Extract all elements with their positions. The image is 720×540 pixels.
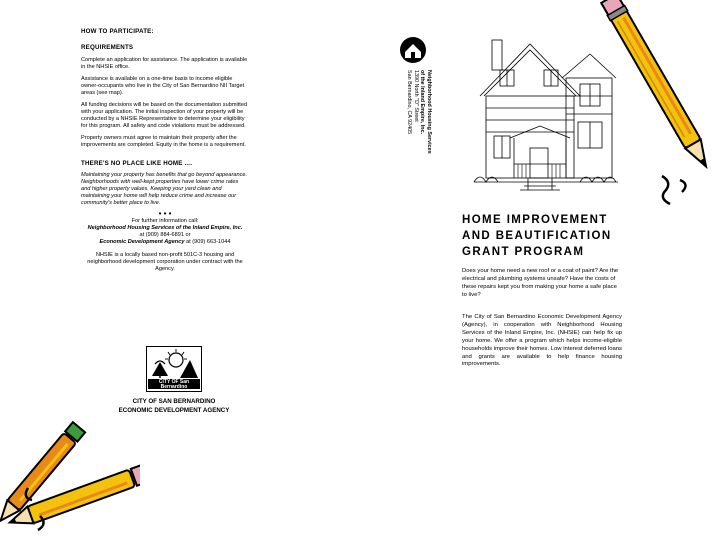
address-line-4: San Bernardino, CA 92405 bbox=[406, 70, 413, 135]
city-name: CITY OF SAN BERNARDINO bbox=[132, 398, 216, 405]
agency-name: ECONOMIC DEVELOPMENT AGENCY bbox=[118, 407, 230, 414]
requirements-paragraph-3: All funding decisions will be based on the documentation submitted with your application. The initial inspection of your property will be conducted by a NHSIE Representative to determine your eligibility for this program. All safety and code violations must be addressed. bbox=[81, 102, 248, 129]
how-to-participate-heading: HOW TO PARTICIPATE: bbox=[81, 28, 154, 35]
contact-phone-1: at (909) 884-6891 or bbox=[139, 232, 191, 238]
house-illustration bbox=[470, 26, 620, 198]
address-line-1: Neighborhood Housing Services bbox=[426, 70, 432, 154]
city-logo-caption: CITY OF San Bernardino bbox=[158, 379, 190, 390]
no-place-like-home-text: Maintaining your property has benefits that go beyond appearance. Neighborhoods with well-kept properties have lower crime rates and higher property values. Keeping your yard clean and maintaining your home will help reduce crime and increase our community's better place to live. bbox=[81, 172, 248, 206]
requirements-paragraph-2: Assistance is available on a one-time basis to income eligible owner-occupants who live in the City of San Bernardino NII Target areas (see map). bbox=[81, 76, 245, 96]
pencils-bottom-left-icon bbox=[0, 420, 140, 540]
contact-intro: For further information call: bbox=[131, 218, 199, 224]
address-line-2: of the Inland Empire, Inc. bbox=[419, 70, 426, 135]
pencil-top-right-icon bbox=[600, 0, 720, 220]
nonprofit-text: NHSIE is a locally based non-profit 501C-3 housing and neighborhood development corporation under contract with the Agency. bbox=[87, 252, 243, 272]
no-place-like-home-heading: THERE'S NO PLACE LIKE HOME .... bbox=[81, 160, 193, 167]
nhs-logo bbox=[399, 36, 427, 64]
contact-agency-line bbox=[81, 239, 249, 246]
contact-org: Neighborhood Housing Services of the Inland Empire, Inc. bbox=[87, 225, 243, 231]
title-line-2: AND BEAUTIFICATION bbox=[462, 230, 612, 242]
intro-question: Does your home need a new roof or a coat of paint? Are the electrical and plumbing systems unsafe? Have the costs of these repairs kept you from making your home a safe place to live? bbox=[462, 268, 619, 298]
left-panel bbox=[81, 28, 249, 273]
contact-phone-2: at (909) 663-1044 bbox=[186, 239, 231, 245]
requirements-heading: REQUIREMENTS bbox=[81, 44, 134, 51]
program-description: The City of San Bernardino Economic Development Agency (Agency), in cooperation with Neighborhood Housing Services of the Inland Empire, Inc. (NHSIE) can help fix up your home. We offer a program which helps income-eligible households improve their homes. Low interest deferred loans and grants are available to help finance housing improvements. bbox=[462, 314, 622, 368]
nhs-logo-icon bbox=[399, 36, 427, 64]
return-address bbox=[406, 70, 432, 190]
house-drawing bbox=[470, 26, 620, 198]
title-line-3: GRANT PROGRAM bbox=[462, 246, 585, 258]
requirements-paragraph-1: Complete an application for assistance. The application is available in the NHSIE office. bbox=[81, 57, 248, 70]
separator-dots: • • • bbox=[158, 209, 172, 218]
requirements-paragraph-4: Property owners must agree to maintain their property after the improvements are completed. Equity in the home is a requirement. bbox=[81, 135, 246, 148]
contact-agency: Economic Development Agency bbox=[99, 239, 185, 245]
title-line-1: HOME IMPROVEMENT bbox=[462, 214, 608, 226]
city-logo bbox=[146, 346, 202, 392]
address-line-3: 1390 North "D" Street bbox=[412, 70, 419, 122]
